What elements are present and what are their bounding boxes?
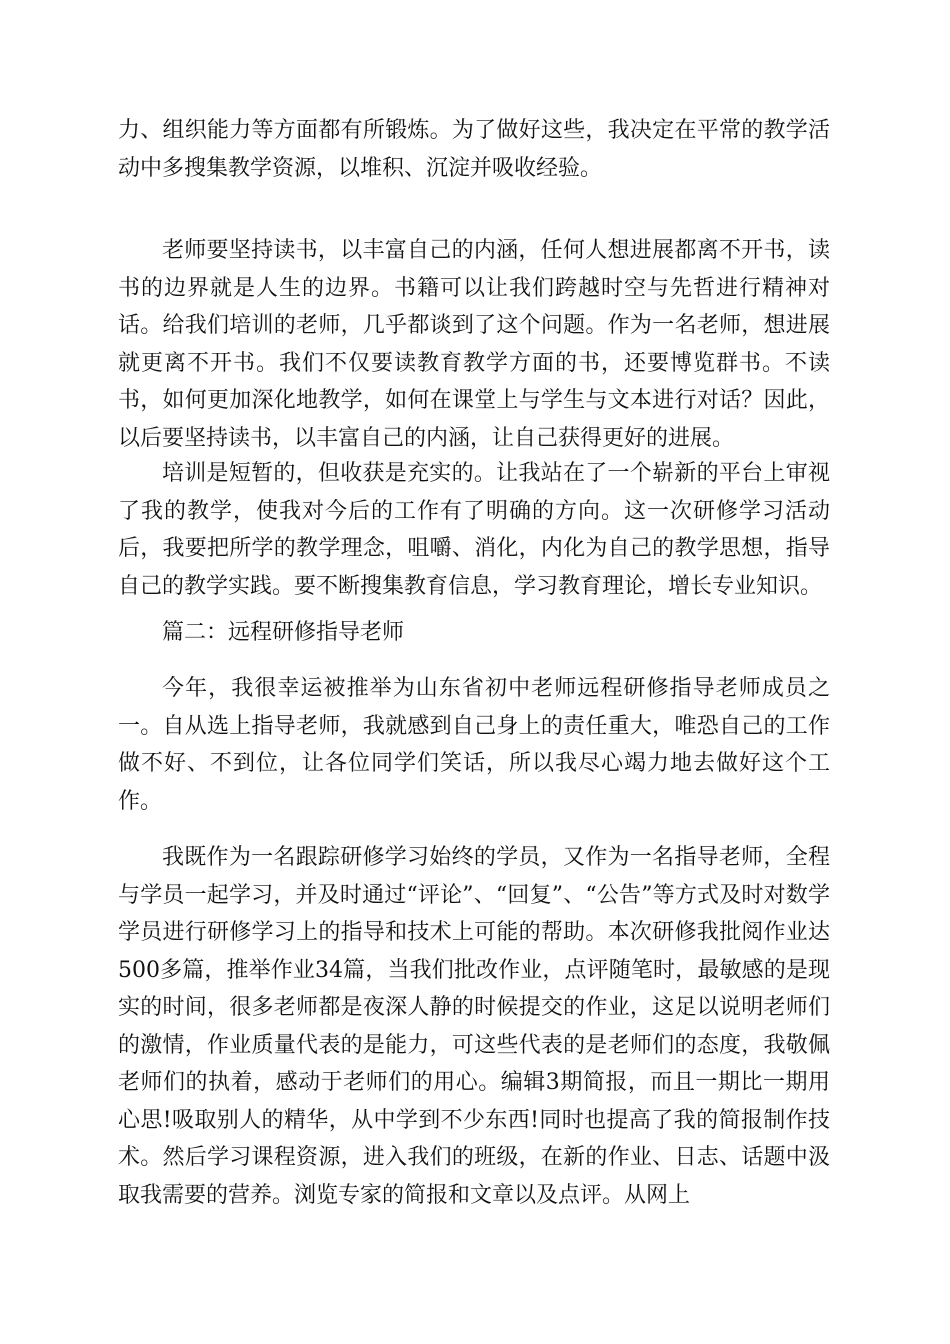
paragraph-guidance-work: 我既作为一名跟踪研修学习始终的学员，又作为一名指导老师，全程与学员一起学习，并及时通过“评论”、“回复”、“公告”等方式及时对数学学员进行研修学习上的指导和技术上可能的帮助。本次研修我批阅作业达500多篇，推举作业34篇，当我们批改作业，点评随笔时，最敏感的是现实的时间，很多老师都是夜深人静的时候提交的作业，这足以说明老师们的激情，作业质量代表的是能力，可这些代表的是老师们的态度，我敬佩老师们的执着，感动于老师们的用心。编辑3期简报，而且一期比一期用心思!吸取别人的精华，从中学到不少东西!同时也提高了我的简报制作技术。然后学习课程资源，进入我们的班级，在新的作业、日志、话题中汲取我需要的营养。浏览专家的简报和文章以及点评。从网上: [118, 845, 830, 1208]
paragraph-selection: 今年，我很幸运被推举为山东省初中老师远程研修指导老师成员之一。自从选上指导老师，我就感到自己身上的责任重大，唯恐自己的工作做不好、不到位，让各位同学们笑话，所以我尽心竭力地去做好这个工作。: [118, 676, 830, 814]
section-heading: 篇二：远程研修指导老师: [162, 620, 405, 645]
paragraph-training-summary: 培训是短暂的，但收获是充实的。让我站在了一个崭新的平台上审视了我的教学，使我对今后的工作有了明确的方向。这一次研修学习活动后，我要把所学的教学理念，咀嚼、消化，内化为自己的教学思想，指导自己的教学实践。要不断搜集教育信息，学习教育理论，增长专业知识。: [118, 461, 830, 599]
paragraph-reading: 老师要坚持读书，以丰富自己的内涵，任何人想进展都离不开书，读书的边界就是人生的边界。书籍可以让我们跨越时空与先哲进行精神对话。给我们培训的老师，几乎都谈到了这个问题。作为一名老师，想进展就更离不开书。我们不仅要读教育教学方面的书，还要博览群书。不读书，如何更加深化地教学，如何在课堂上与学生与文本进行对话？因此，以后要坚持读书，以丰富自己的内涵，让自己获得更好的进展。: [118, 238, 830, 451]
paragraph-continuation: 力、组织能力等方面都有所锻炼。为了做好这些，我决定在平常的教学活动中多搜集教学资源，以堆积、沉淀并吸收经验。: [118, 118, 830, 181]
